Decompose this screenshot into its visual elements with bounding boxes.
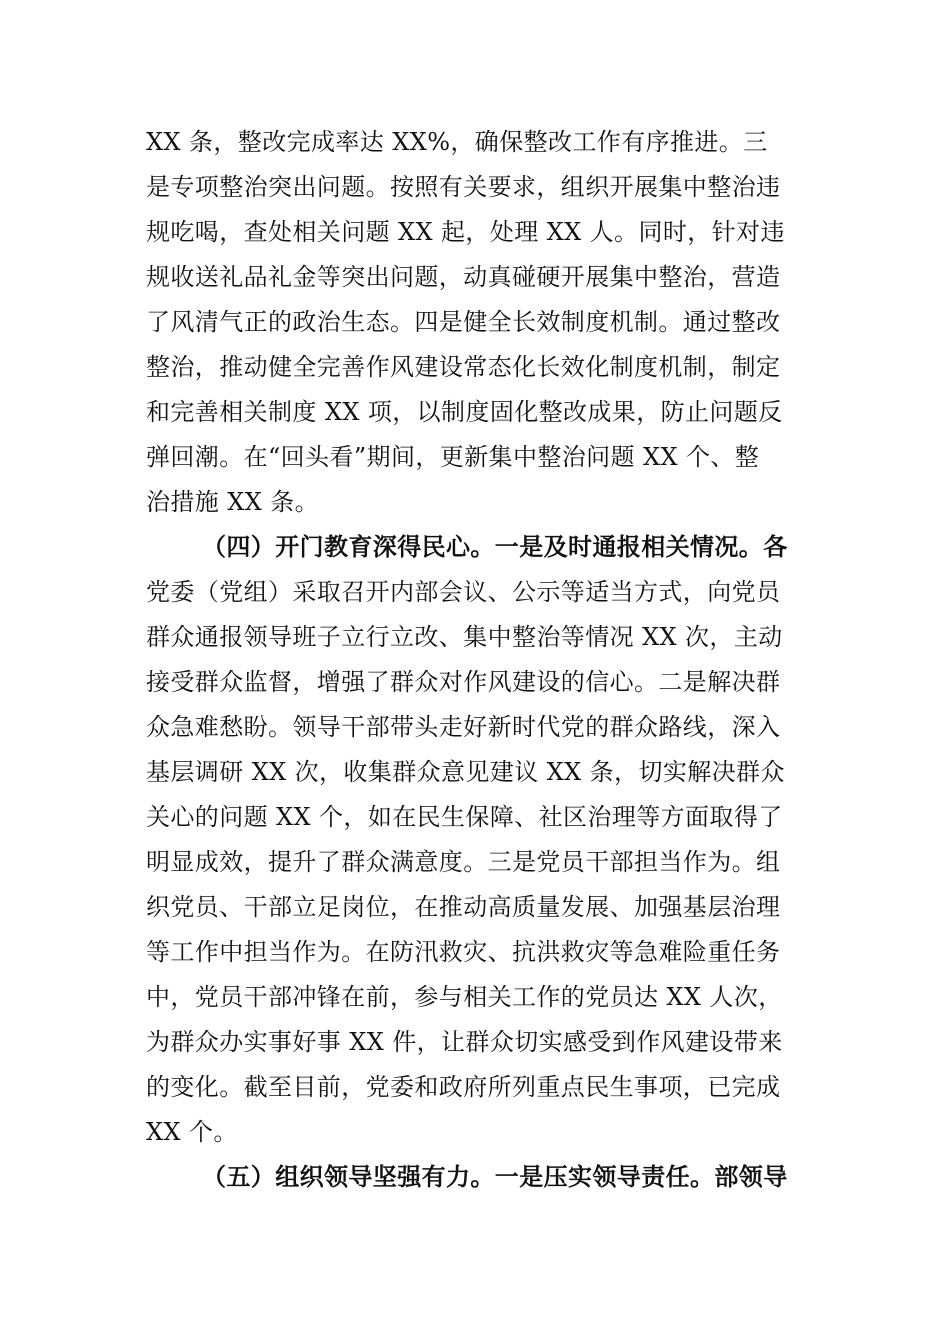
paragraph-line: 中，党员干部冲锋在前，参与相关工作的党员达 XX 人次， bbox=[146, 983, 783, 1011]
paragraph-line: 治措施 XX 条。 bbox=[146, 488, 320, 516]
paragraph-line: 党委（党组）采取召开内部会议、公示等适当方式，向党员 bbox=[146, 578, 781, 606]
section-heading-line: （五）组织领导坚强有力。一是压实领导责任。部领导 bbox=[202, 1162, 788, 1191]
paragraph-line: 群众通报领导班子立行立改、集中整治等情况 XX 次，主动 bbox=[146, 623, 783, 651]
paragraph-line: XX 条，整改完成率达 XX%，确保整改工作有序推进。三 bbox=[146, 128, 768, 156]
paragraph-line: 规吃喝，查处相关问题 XX 起，处理 XX 人。同时，针对违 bbox=[146, 218, 785, 246]
paragraph-line: 规收送礼品礼金等突出问题，动真碰硬开展集中整治，营造 bbox=[146, 263, 781, 291]
paragraph-line: 弹回潮。在“回头看”期间，更新集中整治问题 XX 个、整 bbox=[146, 443, 760, 471]
paragraph-line: 和完善相关制度 XX 项，以制度固化整改成果，防止问题反 bbox=[146, 398, 783, 426]
paragraph-line: 织党员、干部立足岗位，在推动高质量发展、加强基层治理 bbox=[146, 893, 781, 921]
paragraph-line: 接受群众监督，增强了群众对作风建设的信心。二是解决群 bbox=[146, 668, 781, 696]
paragraph-line: 等工作中担当作为。在防汛救灾、抗洪救灾等急难险重任务 bbox=[146, 938, 781, 966]
paragraph-line: 为群众办实事好事 XX 件，让群众切实感受到作风建设带来 bbox=[146, 1028, 783, 1056]
paragraph-line: 整治，推动健全完善作风建设常态化长效化制度机制，制定 bbox=[146, 353, 781, 381]
paragraph-line: 明显成效，提升了群众满意度。三是党员干部担当作为。组 bbox=[146, 848, 781, 876]
paragraph-line: 关心的问题 XX 个，如在民生保障、社区治理等方面取得了 bbox=[146, 803, 783, 831]
section-heading-line: （四）开门教育深得民心。一是及时通报相关情况。各 bbox=[202, 532, 788, 561]
paragraph-line: 了风清气正的政治生态。四是健全长效制度机制。通过整改 bbox=[146, 308, 781, 336]
paragraph-line: 基层调研 XX 次，收集群众意见建议 XX 条，切实解决群众 bbox=[146, 758, 785, 786]
paragraph-line: 的变化。截至目前，党委和政府所列重点民生事项，已完成 bbox=[146, 1073, 781, 1101]
paragraph-line: 是专项整治突出问题。按照有关要求，组织开展集中整治违 bbox=[146, 173, 781, 201]
paragraph-line: XX 个。 bbox=[146, 1118, 238, 1146]
paragraph-line: 众急难愁盼。领导干部带头走好新时代党的群众路线，深入 bbox=[146, 713, 781, 741]
